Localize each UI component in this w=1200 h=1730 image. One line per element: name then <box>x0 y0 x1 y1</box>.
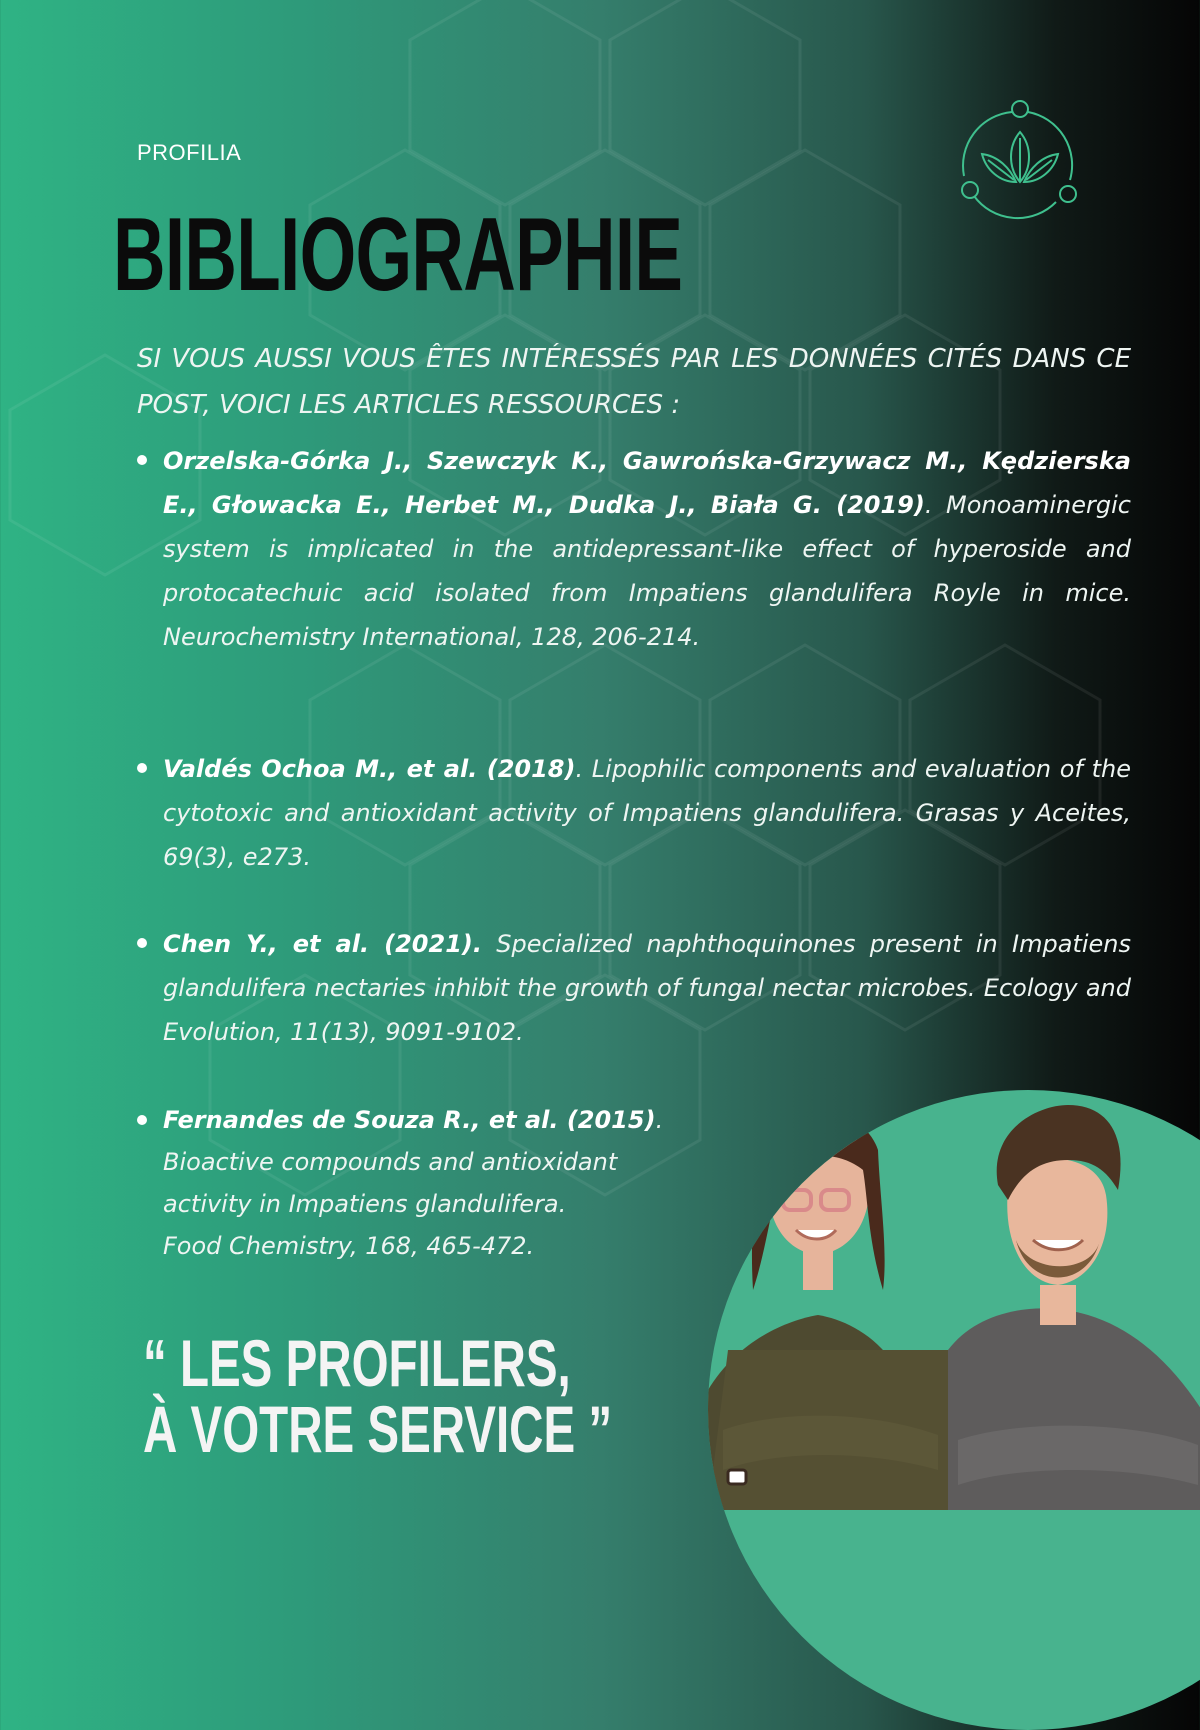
person-left <box>708 1114 958 1510</box>
reference-details: . Lipophilic components and evaluation of the cytotoxic and antioxidant activity of Impatiens glandulifera. Grasas y Aceites, 69(3), e273. <box>163 755 1131 871</box>
reference-item <box>163 1099 723 1267</box>
reference-authors: Orzelska-Górka J., Szewczyk K., Gawrońska-Grzywacz M., Kędzierska E., Głowacka E., Herbet M., Dudka J., Biała G. (2019) <box>163 447 1131 519</box>
reference-authors: Valdés Ochoa M., et al. (2018) <box>163 755 576 783</box>
reference-line: Bioactive compounds and antioxidant <box>163 1148 618 1176</box>
leaf-molecule-icon <box>952 98 1080 226</box>
team-photo-illustration <box>708 1090 1200 1730</box>
bullet-dot-icon <box>137 763 147 773</box>
page-title: BIBLIOGRAPHIE <box>113 197 683 313</box>
person-right <box>948 1105 1200 1510</box>
reference-item <box>163 747 1131 879</box>
reference-authors: Chen Y., et al. (2021). <box>163 930 482 958</box>
brand-name: PROFILIA <box>137 140 242 165</box>
quote-line: “ LES PROFILERS, <box>143 1326 571 1400</box>
reference-details: Specialized naphthoquinones present in Impatiens glandulifera nectaries inhibit the growth of fungal nectar microbes. Ecology and Evolution, 11(13), 9091-9102. <box>163 930 1132 1046</box>
bullet-dot-icon <box>137 1115 147 1125</box>
reference-item <box>163 439 1131 659</box>
team-photo <box>708 1090 1200 1730</box>
bullet-dot-icon <box>137 455 147 465</box>
intro-text: SI VOUS AUSSI VOUS ÊTES INTÉRESSÉS PAR LES DONNÉES CITÉS DANS CE POST, VOICI LES ARTICLES RESSOURCES : <box>137 344 1131 420</box>
quote-line: À VOTRE SERVICE ” <box>143 1392 613 1466</box>
reference-line: activity in Impatiens glandulifera. <box>163 1190 567 1218</box>
bullet-dot-icon <box>137 938 147 948</box>
reference-line: Food Chemistry, 168, 465-472. <box>163 1232 535 1260</box>
reference-authors: Fernandes de Souza R., et al. (2015) <box>163 1106 656 1134</box>
tagline-quote <box>143 1326 613 1466</box>
reference-item <box>163 922 1131 1054</box>
reference-details: . Monoaminergic system is implicated in the antidepressant-like effect of hyperoside and protocatechuic acid isolated from Impatiens glandulifera Royle in mice. Neurochemistry International, 128, 206-214. <box>163 491 1131 651</box>
reference-details: . <box>655 1106 664 1134</box>
